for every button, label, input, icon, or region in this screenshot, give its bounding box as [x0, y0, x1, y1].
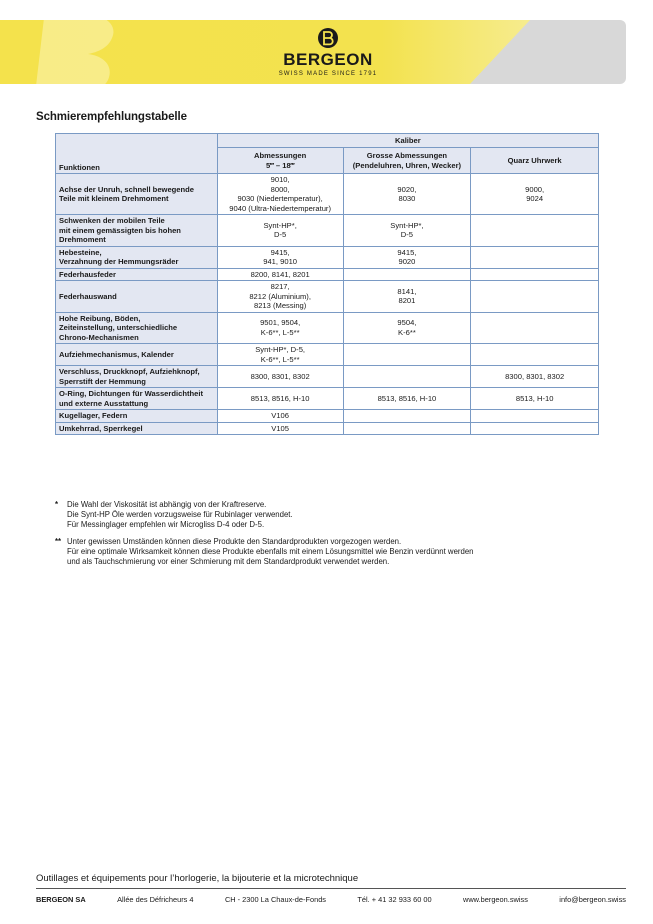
col-header-line: (Pendeluhren, Uhren, Wecker)	[352, 160, 462, 170]
kaliber-quarz-cell	[471, 246, 599, 268]
kaliber-grosse-cell	[343, 366, 471, 388]
cell-line: K-6**, L-5**	[260, 354, 300, 364]
cell-line: 8300, 8301, 8302	[505, 371, 565, 381]
footer-web[interactable]: www.bergeon.swiss	[462, 895, 528, 904]
cell-line: 8141,	[397, 286, 417, 296]
cell-line: Sperrstift der Hemmung	[59, 376, 146, 386]
lubrication-table	[55, 133, 599, 435]
cell-line: 8200, 8141, 8201	[250, 269, 310, 279]
function-cell	[56, 268, 218, 281]
cell-line: Synt-HP*,	[390, 220, 424, 230]
footer-email[interactable]: info@bergeon.swiss	[559, 895, 626, 904]
kaliber-quarz-cell	[471, 174, 599, 215]
page-title: Schmierempfehlungstabelle	[36, 111, 187, 123]
kaliber-quarz-cell	[471, 388, 599, 410]
col-header-abmessungen	[217, 148, 343, 174]
kaliber-quarz-cell	[471, 366, 599, 388]
table-row	[56, 388, 599, 410]
kaliber-abmessungen-cell	[217, 422, 343, 435]
col-header-line: Grosse Abmessungen	[366, 151, 448, 160]
footnote-marker: **	[55, 536, 62, 546]
footnote-line: Die Synt-HP Öle werden vorzugsweise für Rubinlager verwendet.	[67, 510, 293, 520]
function-cell	[56, 174, 218, 215]
table-row	[56, 344, 599, 366]
brand-tagline: SWISS MADE SINCE 1791	[278, 71, 378, 77]
cell-line: Zeiteinstellung, unterschiedliche	[59, 323, 178, 332]
footer-company: BERGEON SA	[36, 895, 86, 904]
kaliber-quarz-cell	[471, 312, 599, 344]
kaliber-abmessungen-cell	[217, 215, 343, 247]
function-cell	[56, 215, 218, 247]
cell-line: K-6**, L-5**	[260, 327, 300, 337]
cell-line: 8030	[398, 194, 416, 203]
kaliber-quarz-cell	[471, 422, 599, 435]
kaliber-grosse-cell	[343, 344, 471, 366]
cell-line: Chrono-Mechanismen	[59, 332, 139, 342]
kaliber-header: Kaliber	[217, 134, 598, 148]
cell-line: 9415,	[397, 247, 417, 257]
col-header-line: 5‴ – 18‴	[265, 160, 295, 170]
table-row	[56, 366, 599, 388]
cell-line: 8000,	[270, 184, 290, 194]
cell-line: 9415,	[270, 247, 290, 257]
cell-line: Verzahnung der Hemmungsräder	[59, 257, 179, 266]
cell-line: 9504,	[397, 318, 417, 328]
footer-tagline: Outillages et équipements pour l’horlogerie, la bijouterie et la microtechnique	[36, 873, 359, 884]
footnote-double-star	[55, 537, 615, 568]
footnote-single-star	[55, 500, 615, 531]
cell-line: mit einem gemässigten bis hohen	[59, 225, 181, 235]
cell-line: D-5	[400, 230, 414, 240]
cell-line: Federhausfeder	[59, 269, 116, 279]
kaliber-quarz-cell	[471, 215, 599, 247]
cell-line: 9501, 9504,	[260, 318, 301, 328]
col-header-line: Quarz Uhrwerk	[507, 155, 562, 165]
cell-line: V106	[271, 411, 290, 420]
table-body	[56, 174, 599, 435]
footnote-marker: *	[55, 500, 59, 509]
cell-line: Hebesteine,	[59, 247, 102, 257]
kaliber-abmessungen-cell	[217, 281, 343, 313]
cell-line: Kugellager, Federn	[59, 411, 128, 420]
cell-line: 8300, 8301, 8302	[250, 371, 310, 381]
col-header-quarz	[471, 148, 599, 174]
kaliber-grosse-cell	[343, 246, 471, 268]
function-cell	[56, 344, 218, 366]
cell-line: D-5	[274, 230, 287, 240]
table-row	[56, 174, 599, 215]
table-row	[56, 312, 599, 344]
cell-line: 9040 (Ultra-Niedertemperatur)	[229, 203, 331, 213]
cell-line: 9030 (Niedertemperatur),	[237, 194, 323, 203]
cell-line: Synt-HP*,	[263, 220, 297, 230]
function-cell	[56, 410, 218, 423]
cell-line: 8212 (Aluminium),	[249, 291, 311, 301]
cell-line: 8513, 8516, H-10	[250, 393, 310, 403]
function-cell	[56, 312, 218, 344]
footer-address: Allée des Défricheurs 4	[117, 895, 194, 904]
footer-city: CH - 2300 La Chaux-de-Fonds	[224, 895, 326, 904]
kaliber-grosse-cell	[343, 174, 471, 215]
function-cell	[56, 388, 218, 410]
kaliber-abmessungen-cell	[217, 246, 343, 268]
cell-line: Drehmoment	[59, 235, 106, 244]
cell-line: Achse der Unruh, schnell bewegende	[59, 184, 195, 194]
footnote-line: und als Tauchschmierung vor einer Schmierung mit dem Standardprodukt verwendet werden.	[67, 557, 390, 567]
function-cell	[56, 281, 218, 313]
kaliber-abmessungen-cell	[217, 410, 343, 423]
functions-header: Funktionen	[56, 134, 218, 174]
cell-line: 9020,	[397, 184, 417, 194]
footnotes	[55, 500, 615, 573]
cell-line: und externe Ausstattung	[59, 398, 149, 408]
table-row	[56, 410, 599, 423]
table-row	[56, 422, 599, 435]
cell-line: 8513, 8516, H-10	[377, 393, 437, 403]
table-row	[56, 268, 599, 281]
footnote-line: Für Messinglager empfehlen wir Microgliss D-4 oder D-5.	[67, 520, 265, 530]
kaliber-abmessungen-cell	[217, 268, 343, 281]
cell-line: 8213 (Messing)	[253, 301, 307, 310]
kaliber-abmessungen-cell	[217, 388, 343, 410]
kaliber-grosse-cell	[343, 410, 471, 423]
kaliber-quarz-cell	[471, 410, 599, 423]
cell-line: Schwenken der mobilen Teile	[59, 216, 165, 225]
footnote-line: Für eine optimale Wirksamkeit können diese Produkte ebenfalls mit einem Lösungsmittel wie Benzin verdünnt werden	[67, 546, 474, 556]
kaliber-quarz-cell	[471, 344, 599, 366]
footer-phone: Tél. + 41 32 933 60 00	[357, 895, 432, 904]
cell-line: O-Ring, Dichtungen für Wasserdichtheit	[59, 389, 204, 398]
table-row	[56, 246, 599, 268]
kaliber-abmessungen-cell	[217, 174, 343, 215]
bergeon-logo	[318, 28, 338, 48]
kaliber-grosse-cell	[343, 281, 471, 313]
cell-line: 9020	[398, 257, 416, 266]
cell-line: 9000,	[525, 184, 545, 194]
kaliber-grosse-cell	[343, 422, 471, 435]
cell-line: Umkehrrad, Sperrkegel	[59, 423, 143, 433]
kaliber-grosse-cell	[343, 268, 471, 281]
function-cell	[56, 422, 218, 435]
col-header-line: Abmessungen	[253, 151, 307, 160]
cell-line: Aufziehmechanismus, Kalender	[59, 349, 174, 359]
kaliber-abmessungen-cell	[217, 344, 343, 366]
kaliber-abmessungen-cell	[217, 366, 343, 388]
kaliber-quarz-cell	[471, 268, 599, 281]
table-row	[56, 281, 599, 313]
kaliber-grosse-cell	[343, 388, 471, 410]
cell-line: Synt-HP*, D-5,	[255, 345, 306, 354]
cell-line: 8201	[398, 296, 416, 306]
cell-line: 8217,	[270, 282, 290, 291]
cell-line: Federhauswand	[59, 291, 117, 301]
cell-line: 8513, H-10	[515, 393, 554, 403]
footer-divider	[36, 888, 626, 889]
brand-name: BERGEON	[283, 50, 373, 69]
function-cell	[56, 246, 218, 268]
cell-line: Hohe Reibung, Böden,	[59, 313, 141, 323]
cell-line: Teile mit kleinem Drehmoment	[59, 194, 169, 203]
kaliber-abmessungen-cell	[217, 312, 343, 344]
footer-contact	[36, 895, 626, 904]
col-header-grosse-abmessungen	[343, 148, 471, 174]
footnote-line: Die Wahl der Viskosität ist abhängig von der Kraftreserve.	[67, 500, 267, 509]
kaliber-grosse-cell	[343, 312, 471, 344]
cell-line: 9024	[526, 194, 544, 203]
kaliber-grosse-cell	[343, 215, 471, 247]
cell-line: 9010,	[270, 175, 290, 184]
cell-line: Verschluss, Druckknopf, Aufziehknopf,	[59, 367, 200, 376]
kaliber-quarz-cell	[471, 281, 599, 313]
footnote-line: Unter gewissen Umständen können diese Produkte den Standardprodukten vorgezogen werden.	[67, 536, 402, 546]
function-cell	[56, 366, 218, 388]
cell-line: V105	[271, 423, 290, 433]
table-row	[56, 215, 599, 247]
cell-line: 941, 9010	[263, 257, 298, 266]
header-banner	[0, 0, 653, 100]
cell-line: K-6**	[398, 327, 416, 337]
table-header-row	[56, 134, 599, 148]
